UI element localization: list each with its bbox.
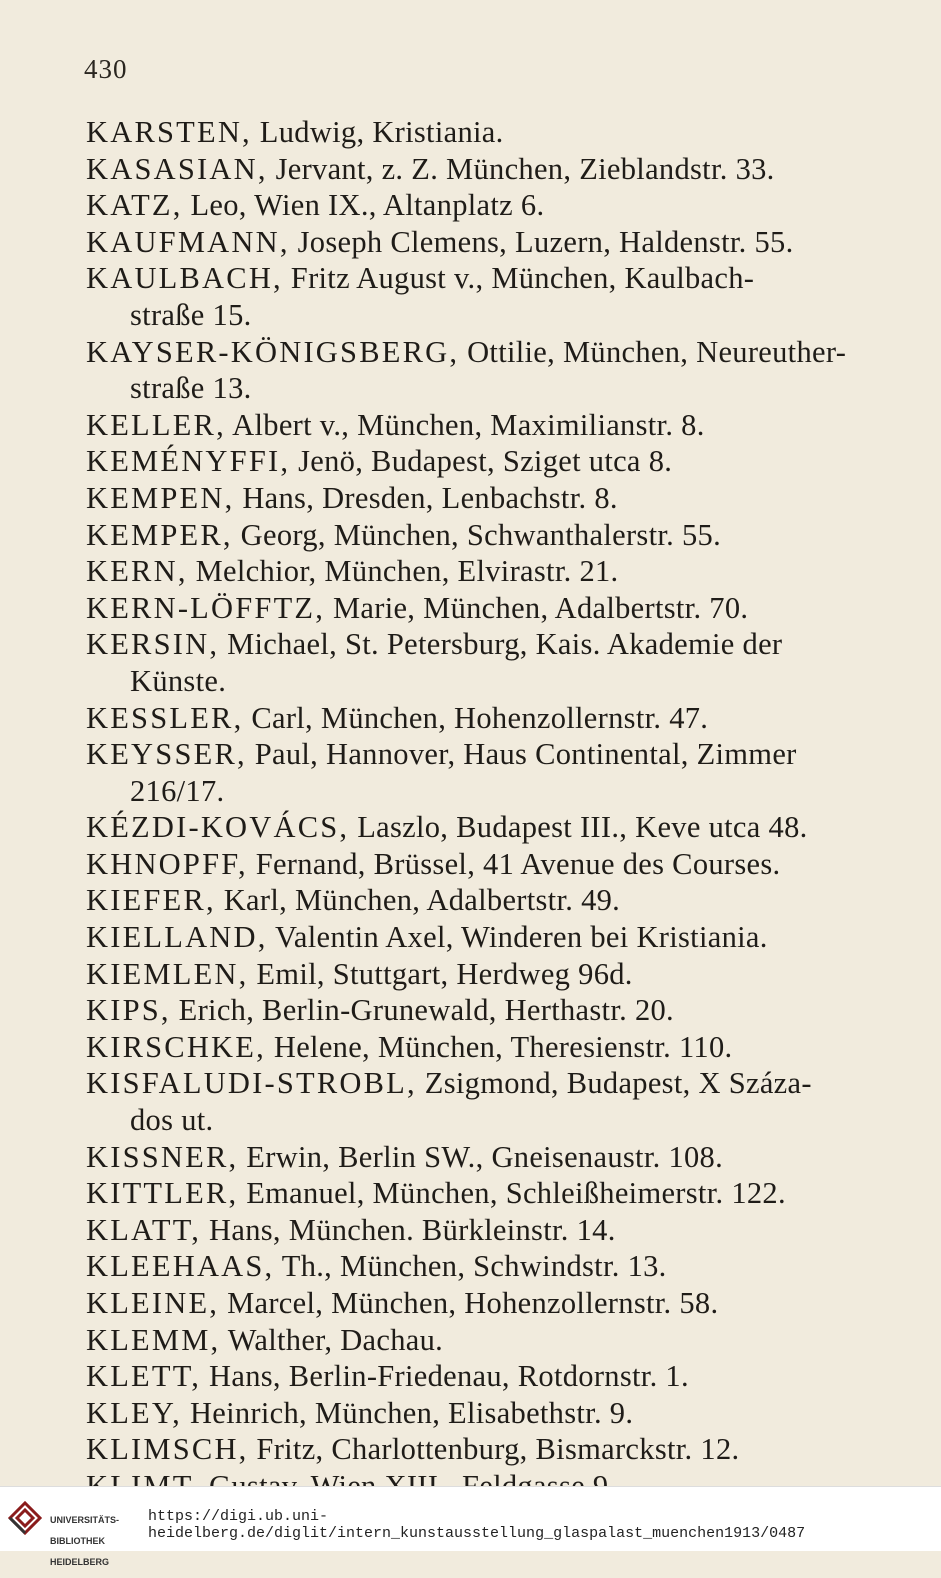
directory-entry	[86, 224, 876, 261]
entry-details: Leo, Wien IX., Altanplatz 6.	[182, 188, 545, 223]
entry-name: KLIMSCH,	[86, 1432, 249, 1467]
entry-name: KÉZDI-KOVÁCS,	[86, 810, 350, 845]
entry-details: Marcel, München, Hohenzollernstr. 58.	[219, 1286, 719, 1320]
directory-entry	[86, 407, 876, 444]
entry-details: Melchior, München, Elvirastr. 21.	[187, 554, 619, 589]
directory-entry	[86, 1248, 876, 1285]
directory-entry	[86, 1175, 876, 1212]
directory-entry	[86, 1285, 876, 1322]
entry-details: Georg, München, Schwanthalerstr. 55.	[232, 517, 722, 552]
directory-entry	[86, 956, 876, 993]
entry-name: KLATT,	[86, 1212, 202, 1247]
entry-details: Carl, München, Hohenzollernstr. 47.	[243, 700, 709, 735]
entry-details: Fernand, Brüssel, 41 Avenue des Courses.	[247, 846, 781, 881]
entry-name: KASASIAN,	[86, 151, 268, 186]
directory-entry	[86, 334, 876, 407]
entry-name: KLEEHAAS,	[86, 1249, 275, 1284]
entry-details: Paul, Hannover, Haus Continental, Zimmer	[246, 737, 797, 772]
directory-entry	[86, 443, 876, 480]
entry-details: Walther, Dachau.	[220, 1322, 444, 1357]
entry-name: KAUFMANN,	[86, 224, 290, 259]
entry-details: Erwin, Berlin SW., Gneisenaustr. 108.	[238, 1139, 724, 1174]
entry-details: Joseph Clemens, Luzern, Haldenstr. 55.	[289, 224, 794, 259]
logo-line: HEIDELBERG	[50, 1556, 110, 1567]
entry-details: Albert v., München, Maximilianstr. 8.	[225, 407, 705, 442]
directory-entry	[86, 590, 876, 627]
directory-entries	[86, 114, 876, 1505]
directory-entry	[86, 736, 876, 809]
directory-entry	[86, 114, 876, 151]
entry-name: KIEMLEN,	[86, 956, 249, 991]
entry-name: KERSIN,	[86, 627, 220, 662]
entry-name: KITTLER,	[86, 1176, 239, 1211]
entry-name: KIEFER,	[86, 883, 216, 918]
entry-continuation: Künste.	[130, 663, 227, 698]
directory-entry	[86, 553, 876, 590]
entry-name: KESSLER,	[86, 700, 244, 735]
entry-details: Hans, Dresden, Lenbachstr. 8.	[234, 480, 618, 515]
library-logo-text	[50, 1504, 119, 1578]
entry-name: KARSTEN,	[86, 115, 252, 149]
entry-name: KEMPEN,	[86, 480, 235, 515]
entry-name: KELLER,	[86, 407, 226, 442]
entry-name: KLEY,	[86, 1395, 183, 1430]
entry-name: KISFALUDI-STROBL,	[86, 1066, 417, 1101]
entry-continuation: 216/17.	[130, 773, 225, 808]
entry-name: KERN,	[86, 554, 188, 589]
entry-name: KLETT,	[86, 1359, 202, 1394]
entry-continuation: straße 13.	[130, 371, 252, 406]
entry-name: KEMPER,	[86, 517, 233, 552]
entry-details: Fritz August v., München, Kaulbach-	[282, 261, 755, 296]
logo-line: BIBLIOTHEK	[50, 1535, 105, 1546]
entry-details: Valentin Axel, Winderen bei Kristiania.	[267, 920, 768, 955]
directory-entry	[86, 260, 876, 333]
entry-details: Jervant, z. Z. München, Zieblandstr. 33.	[267, 151, 775, 186]
entry-details: Hans, Berlin-Friedenau, Rotdornstr. 1.	[201, 1359, 689, 1394]
entry-details: Laszlo, Budapest III., Keve utca 48.	[349, 810, 808, 845]
entry-name: KEMÉNYFFI,	[86, 444, 291, 479]
entry-details: Emil, Stuttgart, Herdweg 96d.	[248, 956, 633, 991]
entry-name: KLEINE,	[86, 1286, 220, 1320]
directory-entry	[86, 1431, 876, 1468]
directory-entry	[86, 700, 876, 737]
entry-name: KIRSCHKE,	[86, 1029, 266, 1064]
directory-entry	[86, 480, 876, 517]
directory-entry	[86, 1322, 876, 1359]
entry-details: Ottilie, München, Neureuther-	[459, 334, 847, 369]
entry-details: Heinrich, München, Elisabethstr. 9.	[182, 1395, 634, 1430]
entry-name: KAYSER-KÖNIGSBERG,	[86, 334, 460, 369]
logo-line: UNIVERSITÄTS-	[50, 1514, 120, 1525]
entry-name: KIPS,	[86, 993, 171, 1028]
entry-name: KHNOPFF,	[86, 846, 248, 881]
directory-entry	[86, 1029, 876, 1066]
library-footer	[0, 1486, 941, 1567]
directory-entry	[86, 1212, 876, 1249]
permalink-url[interactable]: https://digi.ub.uni-heidelberg.de/diglit/intern_kunstausstellung_glaspalast_muenchen1913/0487	[148, 1508, 806, 1542]
entry-details: Marie, München, Adalbertstr. 70.	[325, 590, 749, 625]
entry-name: KLEMM,	[86, 1322, 221, 1357]
directory-entry	[86, 992, 876, 1029]
entry-details: Jenö, Budapest, Sziget utca 8.	[290, 444, 673, 479]
entry-name: KATZ,	[86, 188, 183, 223]
directory-entry	[86, 1395, 876, 1432]
entry-details: Erich, Berlin-Grunewald, Herthastr. 20.	[170, 993, 674, 1028]
entry-name: KIELLAND,	[86, 920, 268, 955]
entry-details: Fritz, Charlottenburg, Bismarckstr. 12.	[248, 1432, 740, 1467]
entry-details: Michael, St. Petersburg, Kais. Akademie der	[219, 627, 783, 662]
entry-name: KERN-LÖFFTZ,	[86, 590, 326, 625]
entry-continuation: straße 15.	[130, 297, 252, 332]
entry-name: KISSNER,	[86, 1139, 239, 1174]
university-library-logo-icon	[8, 1501, 42, 1535]
directory-entry	[86, 626, 876, 699]
directory-entry	[86, 187, 876, 224]
entry-details: Ludwig, Kristiania.	[251, 115, 504, 149]
directory-entry	[86, 846, 876, 883]
directory-entry	[86, 882, 876, 919]
entry-details: Helene, München, Theresienstr. 110.	[265, 1029, 733, 1064]
directory-entry	[86, 1358, 876, 1395]
entry-name: KAULBACH,	[86, 261, 283, 296]
entry-details: Zsigmond, Budapest, X Száza-	[416, 1066, 812, 1101]
directory-entry	[86, 517, 876, 554]
page-number: 430	[84, 54, 128, 84]
directory-entry	[86, 151, 876, 188]
directory-entry	[86, 919, 876, 956]
entry-details: Th., München, Schwindstr. 13.	[274, 1249, 667, 1284]
entry-details: Karl, München, Adalbertstr. 49.	[215, 883, 621, 918]
directory-entry	[86, 809, 876, 846]
entry-continuation: dos ut.	[130, 1103, 214, 1138]
directory-entry	[86, 1065, 876, 1138]
entry-details: Hans, München. Bürkleinstr. 14.	[201, 1212, 616, 1247]
entry-details: Emanuel, München, Schleißheimerstr. 122.	[238, 1176, 786, 1211]
entry-name: KEYSSER,	[86, 737, 247, 772]
directory-entry	[86, 1139, 876, 1176]
